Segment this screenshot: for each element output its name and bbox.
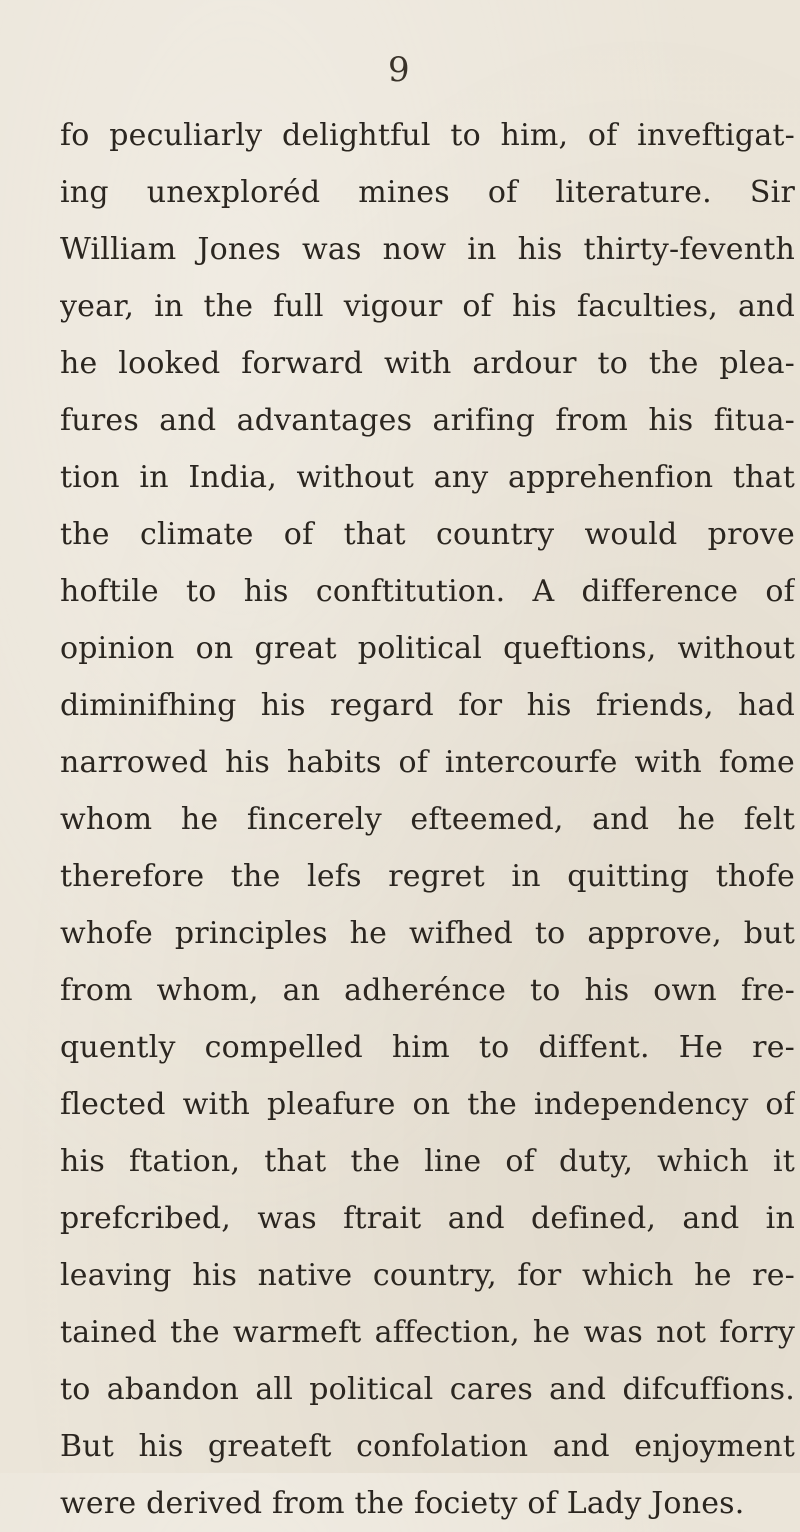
text-line: William Jones was now in his thirty-feventh	[60, 232, 795, 267]
text-line: opinion on great political queftions, without	[60, 631, 795, 666]
text-line: narrowed his habits of intercourfe with fome	[60, 745, 795, 780]
text-line: flected with pleafure on the independency of	[60, 1087, 795, 1122]
text-line: But his greateft confolation and enjoyment	[60, 1429, 795, 1464]
text-line: his ftation, that the line of duty, which it	[60, 1144, 795, 1179]
text-line: quently compelled him to diffent. He re-	[60, 1030, 795, 1065]
text-line: hoftile to his conftitution. A difference of	[60, 574, 795, 609]
text-line: ing unexploréd mines of literature. Sir	[60, 175, 795, 210]
text-line: fures and advantages arifing from his fitua-	[60, 403, 795, 438]
text-line: he looked forward with ardour to the plea-	[60, 346, 795, 381]
text-line: tained the warmeft affection, he was not forry	[60, 1315, 795, 1350]
text-line: leaving his native country, for which he re-	[60, 1258, 795, 1293]
text-line: were derived from the fociety of Lady Jones.	[60, 1486, 745, 1521]
text-line: prefcribed, was ftrait and defined, and in	[60, 1201, 795, 1236]
text-line: the climate of that country would prove	[60, 517, 795, 552]
body-text	[60, 107, 795, 1532]
text-line: diminifhing his regard for his friends, had	[60, 688, 795, 723]
page-number: 9	[388, 50, 410, 90]
text-line: whom he fincerely efteemed, and he felt	[60, 802, 795, 837]
text-line: year, in the full vigour of his faculties, and	[60, 289, 795, 324]
text-line: therefore the lefs regret in quitting thofe	[60, 859, 795, 894]
text-line: tion in India, without any apprehenfion that	[60, 460, 795, 495]
text-line: fo peculiarly delightful to him, of inveftigat-	[60, 118, 795, 153]
text-line: to abandon all political cares and difcuffions.	[60, 1372, 795, 1407]
text-line: from whom, an adherénce to his own fre-	[60, 973, 795, 1008]
text-line: whofe principles he wifhed to approve, but	[60, 916, 795, 951]
